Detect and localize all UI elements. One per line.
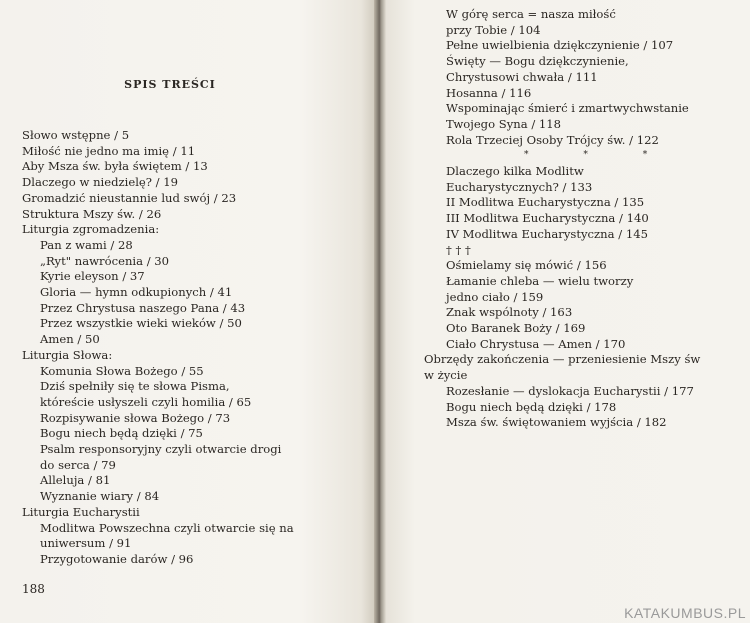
- toc-entry: Modlitwa Powszechna czyli otwarcie się na: [40, 520, 294, 535]
- page-number: 188: [22, 582, 45, 596]
- right-page: [386, 0, 750, 623]
- toc-entry: Psalm responsoryjny czyli otwarcie drogi: [40, 442, 282, 457]
- toc-entry: Amen / 50: [40, 332, 100, 347]
- toc-list-right: [424, 7, 744, 431]
- toc-entry: Eucharystycznych? / 133: [446, 179, 593, 194]
- toc-entry: Rozesłanie — dyslokacja Eucharystii / 177: [446, 383, 694, 398]
- toc-entry: Przygotowanie darów / 96: [40, 551, 194, 566]
- toc-entry: Łamanie chleba — wielu tworzy: [446, 273, 634, 288]
- toc-entry: przy Tobie / 104: [446, 22, 541, 37]
- toc-entry: W górę serca = nasza miłość: [446, 7, 616, 21]
- toc-entry: Liturgia Słowa:: [22, 347, 113, 362]
- toc-entry: Obrzędy zakończenia — przeniesienie Mszy św: [424, 352, 701, 367]
- toc-entry: Gloria — hymn odkupionych / 41: [40, 285, 233, 300]
- book-spine: [374, 0, 386, 623]
- toc-entry: Bogu niech będą dzięki / 178: [446, 399, 617, 414]
- toc-entry: Kyrie eleyson / 37: [40, 269, 145, 284]
- toc-entry: Alleluja / 81: [40, 473, 111, 488]
- toc-entry: Słowo wstępne / 5: [22, 128, 130, 142]
- toc-entry: Święty — Bogu dziękczynienie,: [446, 54, 629, 69]
- toc-entry: II Modlitwa Eucharystyczna / 135: [446, 195, 645, 210]
- toc-entry: IV Modlitwa Eucharystyczna / 145: [446, 226, 648, 241]
- toc-entry: Oto Baranek Boży / 169: [446, 321, 586, 336]
- page-title: SPIS TREŚCI: [124, 78, 216, 91]
- toc-entry: Pan z wami / 28: [40, 237, 133, 252]
- toc-entry: Wyznanie wiary / 84: [40, 489, 160, 504]
- toc-entry: Dlaczego kilka Modlitw: [446, 164, 584, 179]
- toc-entry: „Ryt" nawrócenia / 30: [40, 253, 170, 268]
- toc-entry: Przez wszystkie wieki wieków / 50: [40, 316, 242, 331]
- toc-entry: Ośmielamy się mówić / 156: [446, 258, 607, 273]
- toc-entry: Aby Msza św. była świętem / 13: [22, 159, 208, 174]
- section-separator: * * *: [524, 150, 674, 161]
- toc-entry: III Modlitwa Eucharystyczna / 140: [446, 211, 649, 226]
- toc-entry: uniwersum / 91: [40, 536, 132, 551]
- watermark: KATAKUMBUS.PL: [624, 605, 746, 621]
- toc-entry: do serca / 79: [40, 457, 116, 472]
- toc-entry: Rola Trzeciej Osoby Trójcy św. / 122: [446, 132, 659, 147]
- toc-entry: Twojego Syna / 118: [446, 116, 562, 131]
- toc-entry: któreście usłyszeli czyli homilia / 65: [40, 394, 252, 409]
- toc-entry: w życie: [424, 368, 468, 383]
- toc-entry: Dlaczego w niedzielę? / 19: [22, 175, 179, 190]
- toc-entry: Chrystusowi chwała / 111: [446, 69, 598, 84]
- toc-entry: Rozpisywanie słowa Bożego / 73: [40, 410, 231, 425]
- toc-entry: Znak wspólnoty / 163: [446, 305, 573, 320]
- toc-entry: Wspominając śmierć i zmartwychwstanie: [446, 101, 689, 116]
- toc-entry: Dziś spełniły się te słowa Pisma,: [40, 379, 230, 394]
- toc-entry: Gromadzić nieustannie lud swój / 23: [22, 190, 237, 205]
- toc-entry: Bogu niech będą dzięki / 75: [40, 426, 203, 441]
- toc-entry: Pełne uwielbienia dziękczynienie / 107: [446, 38, 674, 53]
- toc-entry: Ciało Chrystusa — Amen / 170: [446, 336, 626, 351]
- toc-entry: Liturgia zgromadzenia:: [22, 222, 160, 237]
- toc-entry: † † †: [446, 242, 471, 257]
- toc-list-left: [22, 128, 372, 568]
- toc-entry: Komunia Słowa Bożego / 55: [40, 363, 204, 378]
- toc-entry: Liturgia Eucharystii: [22, 504, 140, 519]
- toc-entry: Msza św. świętowaniem wyjścia / 182: [446, 415, 667, 430]
- toc-entry: Hosanna / 116: [446, 85, 532, 100]
- toc-entry: jedno ciało / 159: [446, 289, 544, 304]
- toc-entry: Miłość nie jedno ma imię / 11: [22, 143, 196, 158]
- toc-entry: Przez Chrystusa naszego Pana / 43: [40, 300, 246, 315]
- toc-entry: Struktura Mszy św. / 26: [22, 206, 162, 221]
